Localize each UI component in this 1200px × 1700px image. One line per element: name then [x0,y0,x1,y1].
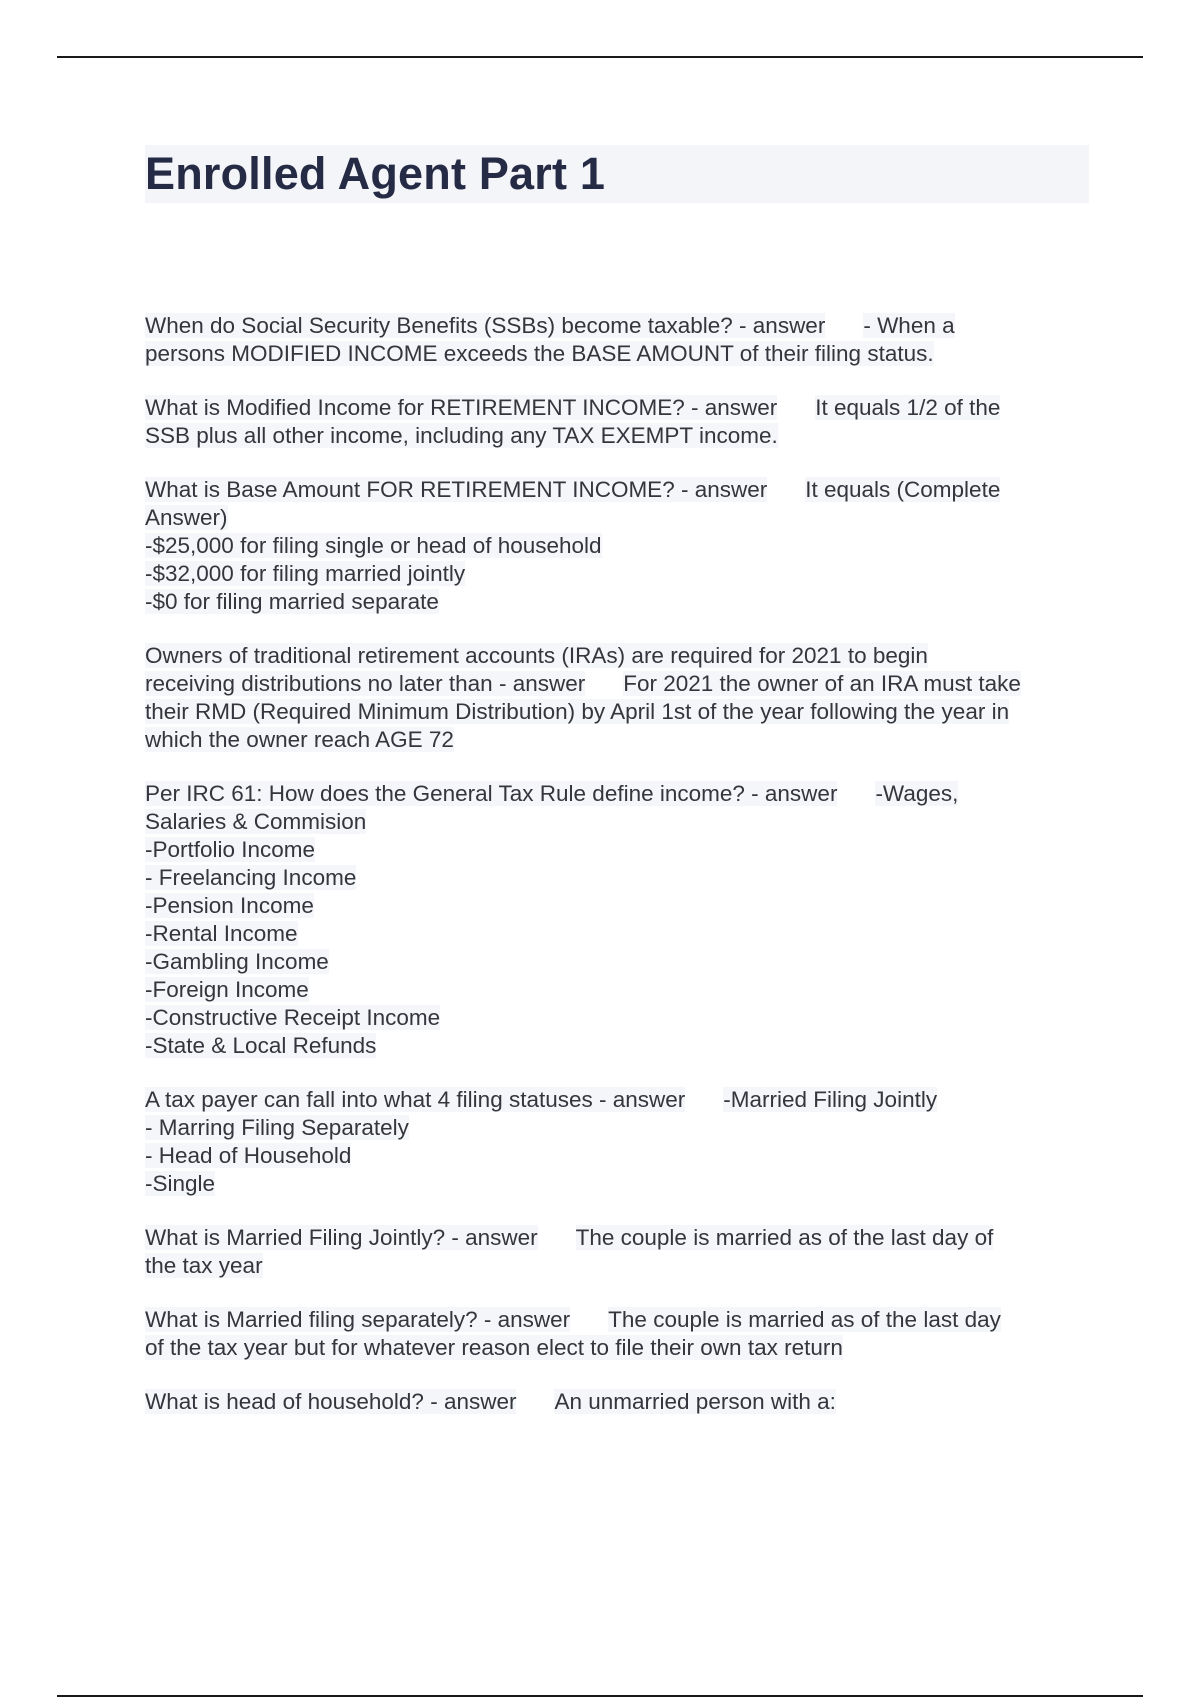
flashcard-line [145,670,1095,698]
flashcard-text: - Marring Filing Separately [145,1115,409,1140]
flashcard-text: Per IRC 61: How does the General Tax Rule define income? - answer [145,781,838,806]
flashcard-entry [145,312,1095,368]
flashcard-line [145,340,1095,368]
flashcard-line [145,920,1095,948]
flashcard-line [145,1114,1095,1142]
flashcard-line [145,1224,1095,1252]
flashcard-line [145,642,1095,670]
document-title: Enrolled Agent Part 1 [145,148,606,199]
flashcard-entry [145,1086,1095,1198]
header-rule [57,56,1143,58]
flashcard-text: SSB plus all other income, including any TAX EXEMPT income. [145,423,778,448]
flashcard-line [145,1004,1095,1032]
flashcard-text: -$0 for filing married separate [145,589,439,614]
flashcard-line [145,394,1095,422]
flashcard-answer-text: The couple is married as of the last day of [575,1225,994,1250]
flashcard-entry [145,1306,1095,1362]
flashcard-line [145,504,1095,532]
flashcard-text: Answer) [145,505,228,530]
flashcard-line [145,976,1095,1004]
flashcard-text: Owners of traditional retirement accounts (IRAs) are required for 2021 to begin [145,643,928,668]
flashcard-text: persons MODIFIED INCOME exceeds the BASE AMOUNT of their filing status. [145,341,934,366]
flashcard-line [145,948,1095,976]
flashcard-answer-text: For 2021 the owner of an IRA must take [623,671,1021,696]
flashcard-text: When do Social Security Benefits (SSBs) become taxable? - answer [145,313,826,338]
flashcard-answer-text: The couple is married as of the last day [608,1307,1001,1332]
flashcard-text: A tax payer can fall into what 4 filing statuses - answer [145,1087,686,1112]
flashcard-text: Salaries & Commision [145,809,367,834]
flashcard-text: of the tax year but for whatever reason elect to file their own tax return [145,1335,843,1360]
flashcard-text: What is Base Amount FOR RETIREMENT INCOME? - answer [145,477,768,502]
flashcard-line [145,560,1095,588]
flashcard-text: What is head of household? - answer [145,1389,517,1414]
flashcard-answer-text: It equals 1/2 of the [815,395,1001,420]
flashcard-line [145,864,1095,892]
flashcard-line [145,422,1095,450]
footer-rule [57,1695,1143,1697]
flashcard-text: -Foreign Income [145,977,309,1002]
flashcard-text: What is Married Filing Jointly? - answer [145,1225,538,1250]
flashcard-text: -$32,000 for filing married jointly [145,561,466,586]
flashcard-line [145,1142,1095,1170]
flashcard-line [145,1086,1095,1114]
flashcard-line [145,698,1095,726]
flashcard-line [145,892,1095,920]
flashcard-entry [145,476,1095,616]
flashcard-text: -Single [145,1171,216,1196]
flashcard-line [145,1032,1095,1060]
flashcard-line [145,588,1095,616]
flashcard-text: the tax year [145,1253,263,1278]
flashcard-text: -Pension Income [145,893,314,918]
flashcard-entry [145,642,1095,754]
flashcard-text: -Constructive Receipt Income [145,1005,441,1030]
flashcard-line [145,1334,1095,1362]
flashcard-text: What is Modified Income for RETIREMENT INCOME? - answer [145,395,778,420]
flashcard-text: -Rental Income [145,921,298,946]
flashcard-entry [145,780,1095,1060]
flashcard-line [145,1306,1095,1334]
flashcard-entry [145,1224,1095,1280]
flashcard-line [145,836,1095,864]
flashcard-text: What is Married filing separately? - answer [145,1307,571,1332]
flashcard-line [145,476,1095,504]
flashcard-line [145,1170,1095,1198]
flashcard-answer-text: -Married Filing Jointly [723,1087,938,1112]
flashcard-line [145,532,1095,560]
flashcard-line [145,780,1095,808]
flashcard-text: receiving distributions no later than - answer [145,671,586,696]
flashcard-text: -Portfolio Income [145,837,316,862]
flashcard-text: -$25,000 for filing single or head of household [145,533,602,558]
flashcard-line [145,312,1095,340]
flashcard-text: - Head of Household [145,1143,352,1168]
flashcard-text: their RMD (Required Minimum Distribution) by April 1st of the year following the year in [145,699,1010,724]
flashcard-entry [145,1388,1095,1416]
flashcard-text: -State & Local Refunds [145,1033,377,1058]
flashcard-line [145,1388,1095,1416]
flashcard-text: which the owner reach AGE 72 [145,727,454,752]
flashcard-list [145,312,1095,1442]
flashcard-answer-text: -Wages, [875,781,959,806]
flashcard-answer-text: - When a [863,313,955,338]
flashcard-line [145,808,1095,836]
flashcard-line [145,1252,1095,1280]
flashcard-text: -Gambling Income [145,949,329,974]
flashcard-entry [145,394,1095,450]
flashcard-line [145,726,1095,754]
flashcard-answer-text: An unmarried person with a: [554,1389,836,1414]
flashcard-text: - Freelancing Income [145,865,357,890]
flashcard-answer-text: It equals (Complete [805,477,1001,502]
